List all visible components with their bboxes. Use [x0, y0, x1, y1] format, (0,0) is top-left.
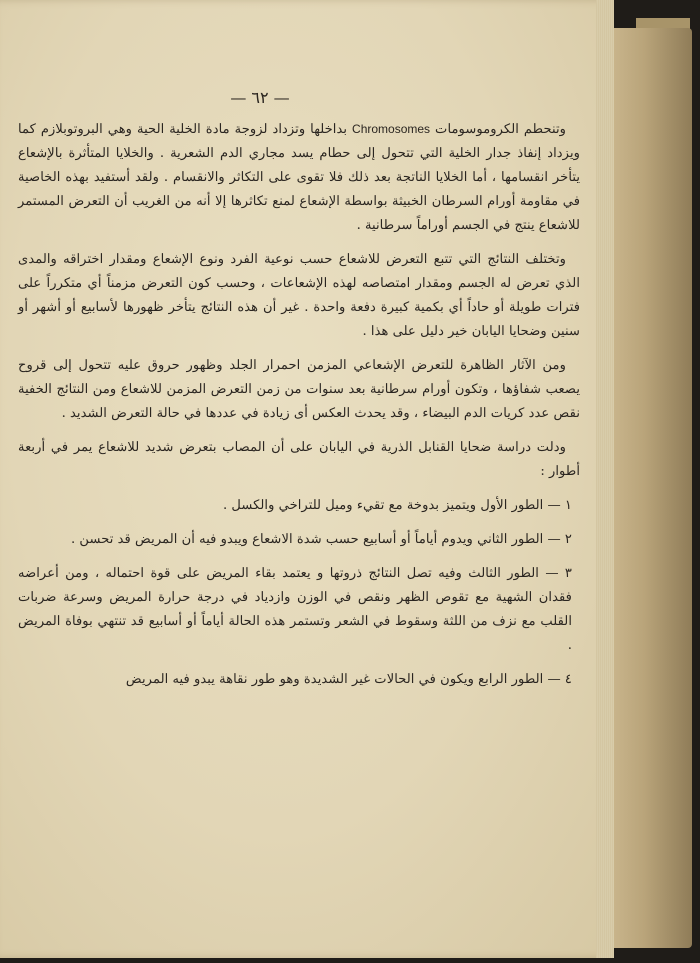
paragraph-results: وتختلف النتائج التي تتبع التعرض للاشعاع حسب نوعية الفرد ونوع الإشعاع ومقدار اختراقه والمدى الذي تعرض له الجسم ومقدار امتصاصه لهذه الإشعاعات ، وحسب كون التعرض مزمناً أي متكرراً على فترات طويلة أو حاداً أي بكمية كبيرة دفعة واحدة . غير أن هذه النتائج يتأخر ظهورها لأسابيع أو أشهر أو سنين وضحايا اليابان خير دليل على هذا .: [18, 252, 580, 339]
stage-2: ٢ — الطور الثاني ويدوم أياماً أو أسابيع حسب شدة الاشعاع ويبدو فيه أن المريض قد تحسن .: [71, 532, 572, 547]
paragraph-text-rest: بداخلها وتزداد لزوجة مادة الخلية الحية وهي البروتوبلازم كما ويزداد إنفاذ جدار الخلية التي تتحول إلى حطام يسد مجاري الدم الشعرية . والخلايا المتأثرة بالإشعاع يتأخر انقسامها ، أما الخلايا الناتجة بعد ذلك فلا تقوى على التكاثر والانقسام . ولقد أستفيد بهذه الخاصية في مقاومة أورام السرطان الخبيثة بواسطة الإشعاع لمنع تكاثرها إلا أنه من الغريب أن التعرض المستمر للاشعاع ينتج في الجسم أوراماً سرطانية .: [18, 122, 580, 233]
paragraph-chromosomes: [18, 117, 580, 238]
paragraph-stages-intro: ودلت دراسة ضحايا القنابل الذرية في اليابان على أن المصاب بتعرض شديد للاشعاع يمر في أربعة أطوار :: [18, 440, 580, 479]
page-number: — ٦٢ —: [230, 88, 290, 107]
stage-3: ٣ — الطور الثالث وفيه تصل النتائج ذروتها و يعتمد بقاء المريض على قوة احتماله ، ومن أعراضه فقدان الشهية مع تقوص الظهر ونقص في الوزن وازدياد في درجة حرارة المريض وسرعة ضربات القلب مع نزف من اللثة وسقوط في الشعر وتستمر هذه الحالة أياماً أو أسابيع قد تنتهي بوفاة المريض .: [18, 566, 572, 653]
stage-1: ١ — الطور الأول ويتميز بدوخة مع تقيء وميل للتراخي والكسل .: [222, 498, 572, 513]
paragraph-text-start: وتنحطم الكروموسومات: [435, 122, 566, 137]
page-body: [18, 117, 580, 702]
page-stack-edge: [596, 0, 614, 958]
latin-term: Chromosomes: [352, 122, 431, 136]
book-cover-edge: [612, 28, 692, 948]
paragraph-effects: ومن الآثار الظاهرة للتعرض الإشعاعي المزمن احمرار الجلد وظهور حروق عليه تتحول إلى قروح يصعب شفاؤها ، وتكون أورام سرطانية بعد سنوات من زمن التعرض المزمن للاشعاع ومن النتائج الخفية نقص عدد كريات الدم البيضاء ، وقد يحدث العكس أى زيادة في عددها في حالة التعرض الشديد .: [18, 358, 580, 421]
stage-4: ٤ — الطور الرابع ويكون في الحالات غير الشديدة وهو طور نقاهة يبدو فيه المريض: [125, 672, 572, 687]
